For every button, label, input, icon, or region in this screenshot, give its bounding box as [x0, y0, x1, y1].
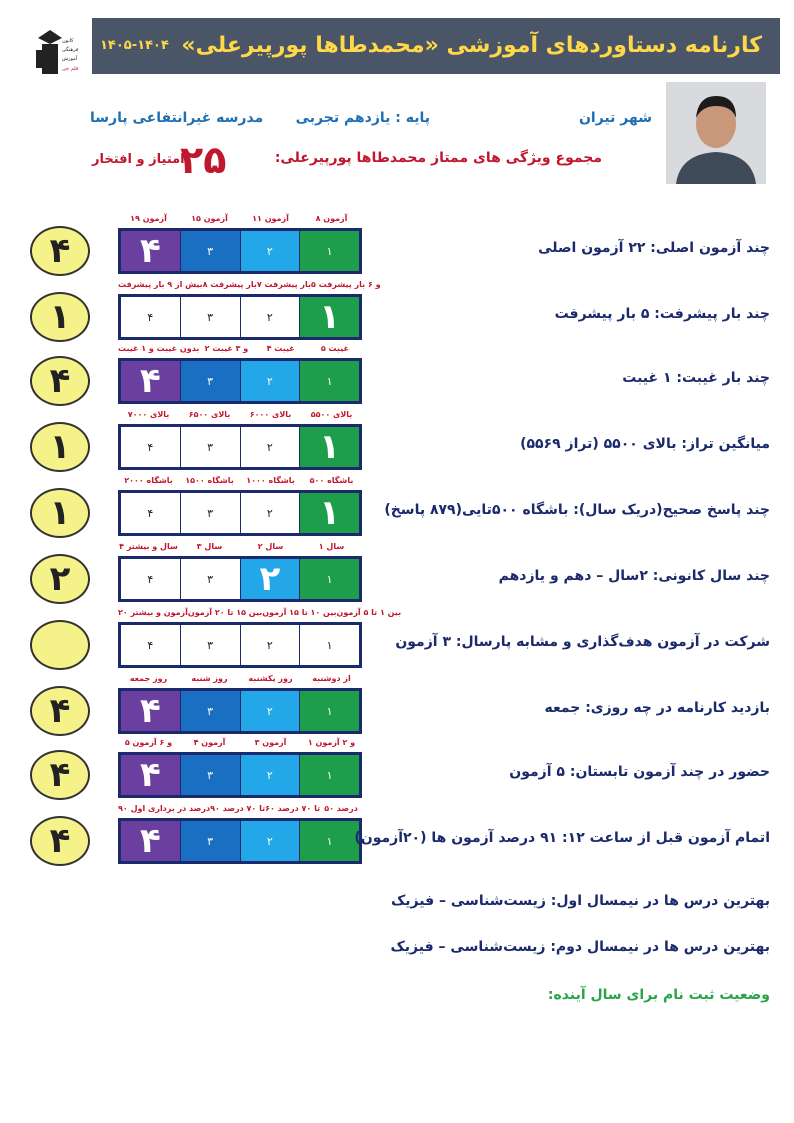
threshold-label: بیش از ۹ بار پیشرفت [118, 280, 203, 289]
page-title: کارنامه دستاوردهای آموزشی «محمدطاها پورپیرعلی» [181, 33, 762, 58]
threshold-label: ۵ غیبت [320, 344, 349, 353]
criterion-text: چند آزمون اصلی: ۲۲ آزمون اصلی [538, 240, 770, 256]
threshold-label: ۵ و ۶ بار پیشرفت [311, 280, 381, 289]
threshold-label: ۴ سال و بیشتر [119, 542, 178, 551]
level-cell: ۱ [299, 297, 359, 337]
criterion-text: چند پاسخ صحیح(دریک سال): باشگاه ۵۰۰تایی(۸۷۹ پاسخ) [384, 502, 770, 518]
level-cell: ۳ [180, 427, 240, 467]
city-label: شهر تیران [578, 110, 652, 126]
header-years: ۱۴۰۵-۱۴۰۴ [100, 38, 169, 53]
criterion-text: اتمام آزمون قبل از ساعت ۱۲: ۹۱ درصد آزمون ها (۲۰آزمون) [354, 830, 770, 846]
threshold-label: ۱ سال [318, 542, 345, 551]
threshold-label: ۱۱ آزمون [252, 214, 289, 223]
threshold-label: ۲ سال [257, 542, 284, 551]
level-cell: ۱ [299, 493, 359, 533]
threshold-label: باشگاه ۱۵۰۰ [185, 476, 234, 485]
level-cell: ۳ [180, 625, 240, 665]
level-grid [118, 556, 362, 602]
row-thresholds [118, 804, 362, 813]
level-cell: ۲ [240, 755, 300, 795]
logo-line-1: کانون [62, 38, 74, 44]
criterion-text: چند بار پیشرفت: ۵ بار پیشرفت [554, 306, 770, 322]
level-cell: ۱ [299, 755, 359, 795]
level-grid [118, 228, 362, 274]
threshold-label: باشگاه ۵۰۰ [309, 476, 354, 485]
row-thresholds [118, 280, 381, 289]
level-grid [118, 294, 362, 340]
threshold-label: باشگاه ۲۰۰۰ [124, 476, 173, 485]
row-thresholds [118, 410, 362, 419]
level-grid [118, 752, 362, 798]
level-grid [118, 424, 362, 470]
threshold-label: ۸ بار پیشرفت [202, 280, 257, 289]
criterion-text: بازدید کارنامه در چه روزی: جمعه [544, 700, 770, 716]
summary-label: مجموع ویژگی های ممتاز محمدطاها پورپیرعلی: [274, 150, 602, 166]
threshold-label: ۵ و ۶ آزمون [124, 738, 173, 747]
score-caption: امتیاز و افتخار [92, 152, 185, 167]
best-lessons-first: بهترین درس ها در نیمسال اول: زیست‌شناسی – فیزیک [390, 893, 770, 909]
threshold-label: بین ۱۵ تا ۲۰ آزمون [187, 608, 263, 617]
level-cell: ۴ [121, 559, 180, 599]
level-cell: ۲ [240, 559, 300, 599]
threshold-label: بدون غیبت و ۱ غیبت [118, 344, 200, 353]
level-cell: ۳ [180, 559, 240, 599]
level-grid [118, 358, 362, 404]
threshold-label: روز جمعه [129, 674, 168, 683]
logo-line-3: آموزش [62, 56, 78, 62]
level-grid [118, 818, 362, 864]
threshold-label: ۱۹ آزمون [130, 214, 167, 223]
threshold-label: ۲۰ آزمون و بیشتر [118, 608, 188, 617]
threshold-label: ۴ غیبت [266, 344, 295, 353]
threshold-label: ۳ سال [196, 542, 223, 551]
student-photo [666, 82, 766, 184]
score-medal: ۱ [30, 292, 90, 342]
score-medal: ۴ [30, 750, 90, 800]
threshold-label: بین ۱۰ تا ۱۵ آزمون [262, 608, 337, 617]
threshold-label: ۹۰ تا ۷۰ درصد [210, 804, 266, 813]
score-medal [30, 620, 90, 670]
row-thresholds [118, 738, 362, 747]
criterion-text: حضور در چند آزمون تابستان: ۵ آزمون [509, 764, 770, 780]
threshold-label: روز شنبه [191, 674, 228, 683]
threshold-label: بالای ۶۰۰۰ [249, 410, 292, 419]
criterion-text: شرکت در آزمون هدف‌گذاری و مشابه پارسال: ۳ آزمون [395, 634, 770, 650]
level-cell: ۳ [180, 821, 240, 861]
row-thresholds [118, 674, 362, 683]
threshold-label: ۷ بار پیشرفت [256, 280, 312, 289]
level-cell: ۲ [240, 625, 300, 665]
level-cell: ۴ [121, 755, 180, 795]
level-grid [118, 490, 362, 536]
level-cell: ۳ [180, 691, 240, 731]
threshold-label: بین ۱ تا ۵ آزمون [336, 608, 402, 617]
level-cell: ۴ [121, 361, 180, 401]
level-cell: ۴ [121, 297, 180, 337]
score-medal: ۴ [30, 816, 90, 866]
threshold-label: ۳ آزمون [254, 738, 287, 747]
level-cell: ۳ [180, 231, 240, 271]
level-cell: ۲ [240, 361, 300, 401]
school-label: مدرسه غیرانتفاعی پارسا [90, 110, 264, 126]
logo-line-4: قلم چی [62, 66, 79, 72]
level-cell: ۲ [240, 821, 300, 861]
logo-line-2: فرهنگی [62, 47, 79, 53]
threshold-label: باشگاه ۱۰۰۰ [246, 476, 295, 485]
threshold-label: ۹۰ درصد در برداری اول [118, 804, 211, 813]
level-cell: ۳ [180, 297, 240, 337]
threshold-label: بالای ۶۵۰۰ [188, 410, 231, 419]
criterion-text: چند سال کانونی: ۲سال – دهم و یازدهم [498, 568, 770, 584]
row-thresholds [118, 344, 362, 353]
threshold-label: از دوشنبه [312, 674, 351, 683]
grade-label: پایه : یازدهم تجربی [295, 110, 430, 126]
threshold-label: ۶۰ تا ۷۰ درصد [265, 804, 321, 813]
threshold-label: روز یکشنبه [248, 674, 293, 683]
level-cell: ۴ [121, 427, 180, 467]
level-cell: ۲ [240, 691, 300, 731]
row-thresholds [118, 476, 362, 485]
criterion-text: چند بار غیبت: ۱ غیبت [622, 370, 770, 386]
score-medal: ۱ [30, 422, 90, 472]
level-cell: ۲ [240, 493, 300, 533]
level-cell: ۳ [180, 361, 240, 401]
threshold-label: ۱۵ آزمون [191, 214, 228, 223]
threshold-label: بالای ۷۰۰۰ [127, 410, 170, 419]
score-medal: ۴ [30, 226, 90, 276]
row-thresholds [118, 542, 362, 551]
registration-status: وضعیت ثبت نام برای سال آینده: [547, 987, 770, 1003]
score-medal: ۱ [30, 488, 90, 538]
level-cell: ۱ [299, 427, 359, 467]
level-cell: ۱ [299, 231, 359, 271]
level-cell: ۱ [299, 691, 359, 731]
threshold-label: ۵۰ درصد [324, 804, 358, 813]
level-cell: ۴ [121, 821, 180, 861]
level-cell: ۲ [240, 427, 300, 467]
level-cell: ۱ [299, 821, 359, 861]
best-lessons-second: بهترین درس ها در نیمسال دوم: زیست‌شناسی – فیزیک [390, 939, 770, 955]
threshold-label: ۴ آزمون [193, 738, 226, 747]
threshold-label: ۱ و ۲ آزمون [307, 738, 356, 747]
row-thresholds [118, 608, 402, 617]
level-cell: ۲ [240, 297, 300, 337]
level-cell: ۲ [240, 231, 300, 271]
level-grid [118, 688, 362, 734]
level-cell: ۴ [121, 231, 180, 271]
score-medal: ۴ [30, 356, 90, 406]
score-value: ۲۵ [180, 138, 227, 182]
level-cell: ۱ [299, 559, 359, 599]
criterion-text: میانگین تراز: بالای ۵۵۰۰ (تراز ۵۵۶۹) [520, 436, 770, 452]
level-cell: ۴ [121, 691, 180, 731]
level-cell: ۳ [180, 755, 240, 795]
row-thresholds [118, 214, 362, 223]
level-grid [118, 622, 362, 668]
threshold-label: ۸ آزمون [315, 214, 348, 223]
threshold-label: ۲ و ۳ غیبت [204, 344, 249, 353]
threshold-label: بالای ۵۵۰۰ [310, 410, 353, 419]
score-medal: ۲ [30, 554, 90, 604]
level-cell: ۳ [180, 493, 240, 533]
level-cell: ۱ [299, 361, 359, 401]
level-cell: ۴ [121, 625, 180, 665]
level-cell: ۴ [121, 493, 180, 533]
level-cell: ۱ [299, 625, 359, 665]
kanoon-logo [28, 20, 88, 86]
score-medal: ۴ [30, 686, 90, 736]
